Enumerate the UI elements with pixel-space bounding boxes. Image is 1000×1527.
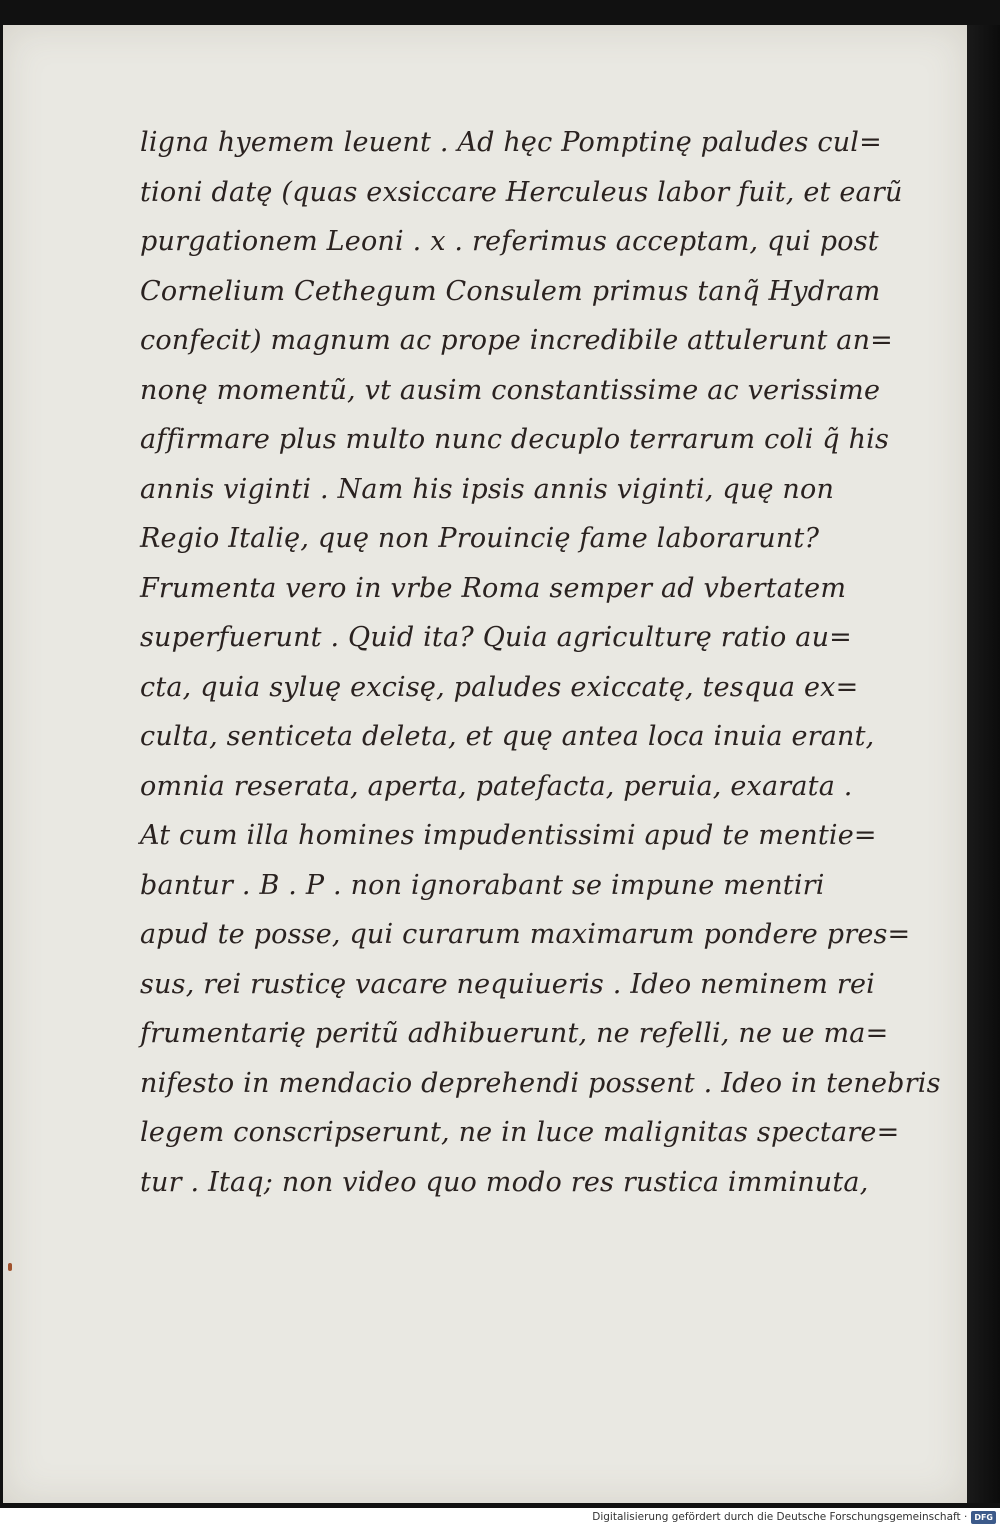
text-line: Cornelium Cethegum Consulem primus tanq̃ Hydram: [140, 275, 881, 307]
text-line: bantur . B . P . non ignorabant se impune mentiri: [140, 869, 825, 901]
text-line: nifesto in mendacio deprehendi possent . Ideo in tenebris: [140, 1067, 941, 1099]
text-line: purgationem Leoni . x . referimus acceptam, qui post: [140, 226, 879, 257]
text-line: nonę momentũ, vt ausim constantissime ac verissime: [140, 374, 881, 406]
text-line: At cum illa homines impudentissimi apud te mentie=: [140, 820, 877, 851]
text-line: legem conscripserunt, ne in luce malignitas spectare=: [140, 1117, 900, 1148]
text-line: Frumenta vero in vrbe Roma semper ad vbertatem: [140, 572, 847, 604]
text-line: superfuerunt . Quid ita? Quia agriculturę ratio au=: [140, 622, 852, 653]
text-block: [140, 118, 941, 1207]
text-line: affirmare plus multo nunc decuplo terrarum coli q̃ his: [140, 424, 890, 455]
text-line: confecit) magnum ac prope incredibile attulerunt an=: [140, 325, 893, 356]
text-line: annis viginti . Nam his ipsis annis viginti, quę non: [140, 473, 835, 505]
text-line: culta, senticeta deleta, et quę antea loca inuia erant,: [140, 721, 875, 752]
text-line: apud te posse, qui curarum maximarum pondere pres=: [140, 919, 911, 950]
text-line: Regio Italię, quę non Prouincię fame laborarunt?: [140, 523, 820, 554]
paper-stain: [8, 1263, 12, 1271]
footer-credit: [592, 1509, 996, 1525]
text-line: sus, rei rusticę vacare nequiueris . Ideo neminem rei: [140, 968, 875, 1000]
text-line: tioni datę (quas exsiccare Herculeus labor fuit, et earũ: [140, 176, 903, 208]
text-line: cta, quia syluę excisę, paludes exiccatę, tesqua ex=: [140, 671, 859, 703]
text-line: frumentarię peritũ adhibuerunt, ne refelli, ne ue ma=: [140, 1018, 889, 1049]
funding-credit: Digitalisierung gefördert durch die Deutsche Forschungsgemeinschaft ·: [592, 1511, 968, 1523]
text-line: ligna hyemem leuent . Ad hęc Pomptinę paludes cul=: [140, 127, 882, 158]
text-line: tur . Itaq; non video quo modo res rustica imminuta,: [140, 1166, 869, 1198]
dfg-logo[interactable]: DFG: [971, 1511, 996, 1524]
text-line: omnia reserata, aperta, patefacta, peruia, exarata .: [140, 770, 853, 802]
page-edge-shadow: [967, 25, 1000, 1503]
